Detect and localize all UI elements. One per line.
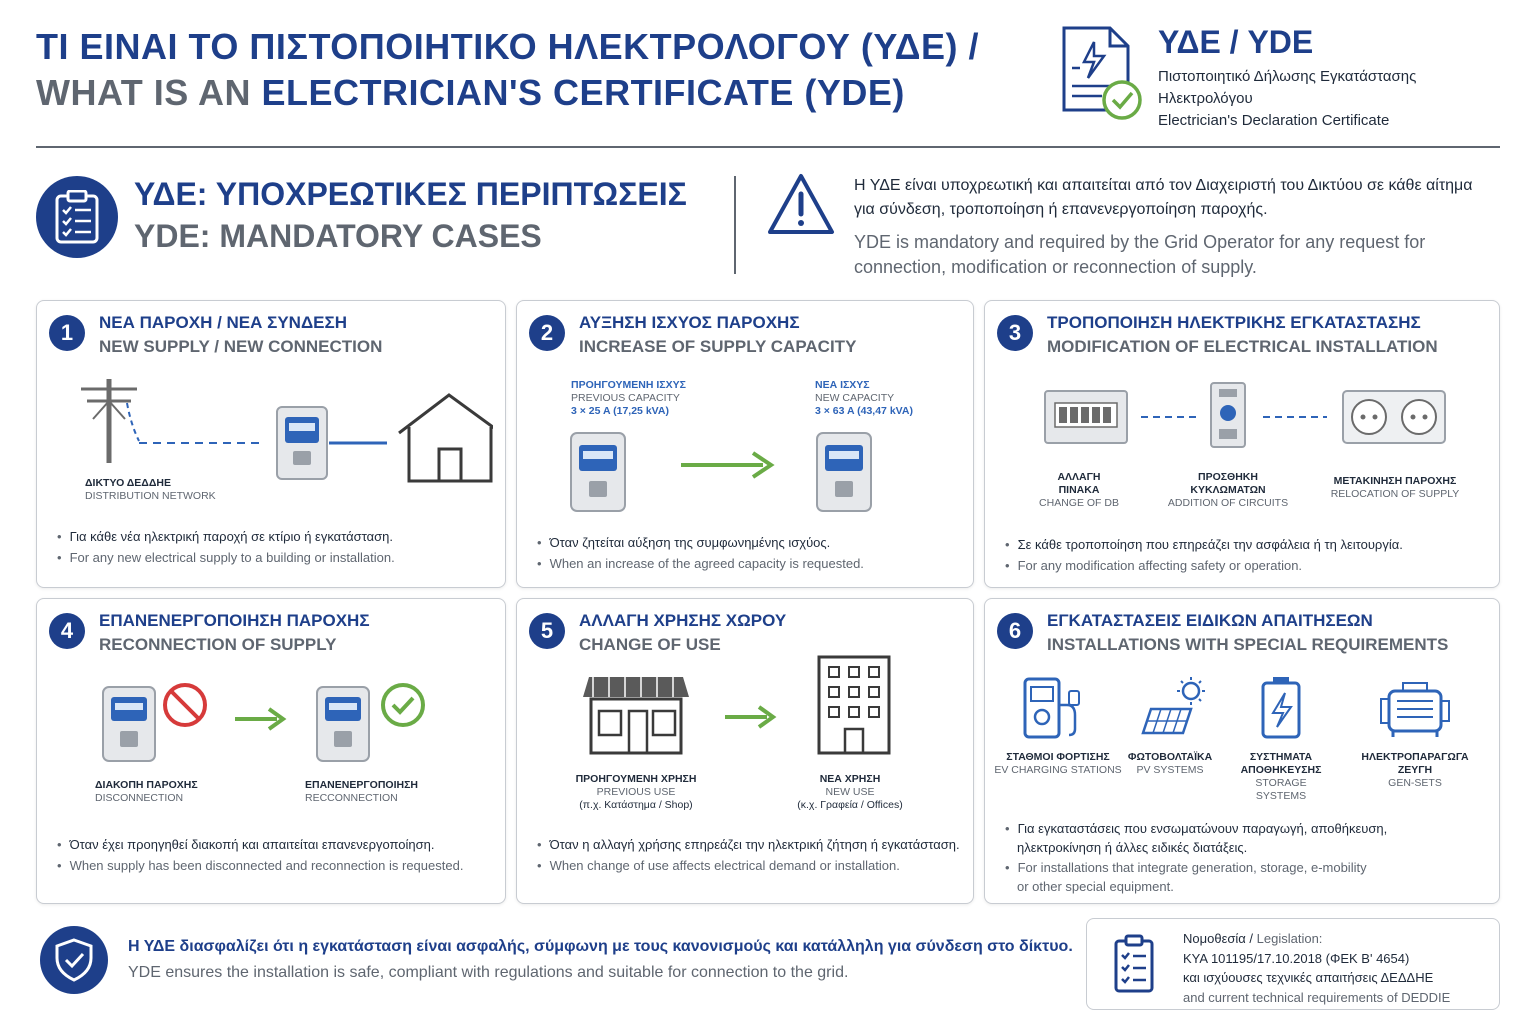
card-number: 2: [529, 315, 565, 351]
label-gen-sets: ΗΛΕΚΤΡΟΠΑΡΑΓΩΓΑ ΖΕΥΓΗ GEN-SETS: [1361, 751, 1469, 789]
card-number: 6: [997, 613, 1033, 649]
label-change-of-db: ΑΛΛΑΓΗ ΠΙΝΑΚΑ CHANGE OF DB: [1039, 471, 1119, 509]
card-title-english: RECONNECTION OF SUPPLY: [99, 635, 337, 654]
footer-statement-english: YDE ensures the installation is safe, compliant with regulations and suitable for connection to the grid.: [128, 964, 849, 981]
check-circle-icon: [383, 685, 423, 725]
new-supply-illustration: [73, 375, 493, 485]
title-greek: ΤΙ ΕΙΝΑΙ ΤΟ ΠΙΣΤΟΠΟΙΗΤΙΚΟ ΗΛΕΚΤΡΟΛΟΓΟΥ (ΥΔΕ) /: [36, 26, 980, 67]
header-divider: [36, 146, 1500, 148]
new-meter-icon: [817, 433, 871, 511]
reconnection-illustration: [97, 679, 437, 767]
card-bullets: • Όταν έχει προηγηθεί διακοπή και απαιτείται επανενεργοποίηση. • When supply has been disconnected and reconnection is requested.: [57, 835, 495, 876]
page-title: [36, 26, 1016, 118]
legislation-line-3: and current technical requirements of DEDDIE: [1183, 989, 1451, 1005]
prohibited-icon: [165, 685, 205, 725]
note-english: YDE is mandatory and required by the Grid Operator for any request for connection, modification or reconnection of supply.: [854, 232, 1426, 277]
title-english-prefix: WHAT IS AN: [36, 72, 262, 113]
shield-check-icon: [40, 926, 108, 994]
change-of-use-illustration: [583, 653, 903, 757]
label-reconnection: ΕΠΑΝΕΝΕΡΓΟΠΟΙΗΣΗ RECCONNECTION: [305, 779, 418, 804]
circuit-breaker-icon: [1211, 383, 1245, 447]
legislation-line-1: ΚΥΑ 101195/17.10.2018 (ΦΕΚ Β' 4654): [1183, 950, 1410, 966]
certificate-subtitle: [1158, 66, 1508, 132]
disconnected-meter-icon: [103, 687, 155, 761]
card-change-of-use: [516, 598, 974, 904]
label-new-capacity: ΝΕΑ ΙΣΧΥΣ NEW CAPACITY 3 × 63 A (43,47 kVA): [815, 379, 913, 417]
card-title-greek: ΑΛΛΑΓΗ ΧΡΗΣΗΣ ΧΩΡΟΥ: [579, 611, 787, 630]
label-previous-capacity: ΠΡΟΗΓΟΥΜΕΝΗ ΙΣΧΥΣ PREVIOUS CAPACITY 3 × 25 A (17,25 kVA): [571, 379, 686, 417]
old-meter-icon: [571, 433, 625, 511]
section-note: [854, 174, 1494, 280]
section-divider: [734, 176, 736, 274]
card-title-greek: ΑΥΞΗΣΗ ΙΣΧΥΟΣ ΠΑΡΟΧΗΣ: [579, 313, 800, 332]
card-bullets: • Όταν η αλλαγή χρήσης επηρεάζει την ηλεκτρική ζήτηση ή εγκατάσταση. • When change of use affects electrical demand or installation.: [537, 835, 963, 876]
label-distribution-network: ΔΙΚΤΥΟ ΔΕΔΔΗΕ DISTRIBUTION NETWORK: [85, 477, 216, 502]
legislation-text: [1183, 929, 1450, 1007]
footer-statement-greek: Η ΥΔΕ διασφαλίζει ότι η εγκατάσταση είναι ασφαλής, σύμφωνη με τους κανονισμούς και κατάλληλη για σύνδεση στο δίκτυο.: [128, 938, 1073, 955]
card-number: 1: [49, 315, 85, 351]
card-modification: [984, 300, 1500, 588]
card-new-supply: [36, 300, 506, 588]
section-title-english: YDE: MANDATORY CASES: [134, 218, 542, 254]
section-title-greek: ΥΔΕ: ΥΠΟΧΡΕΩΤΙΚΕΣ ΠΕΡΙΠΤΩΣΕΙΣ: [134, 176, 687, 212]
certificate-subtitle-gr-2: Ηλεκτρολόγου: [1158, 90, 1253, 107]
capacity-illustration: [567, 429, 937, 515]
card-reconnection: [36, 598, 506, 904]
distribution-board-icon: [1045, 391, 1127, 443]
arrow-right-icon: [725, 707, 773, 727]
card-title-greek: ΕΠΑΝΕΝΕΡΓΟΠΟΙΗΣΗ ΠΑΡΟΧΗΣ: [99, 611, 370, 630]
card-bullets: • Για εγκαταστάσεις που ενσωματώνουν παραγωγή, αποθήκευση, ηλεκτροκίνηση ή άλλες ειδικές διατάξεις. • For installations that integrate generation, storage, e-mobility or other special equipment.: [1005, 819, 1489, 896]
card-title-english: CHANGE OF USE: [579, 635, 721, 654]
card-title-english: INCREASE OF SUPPLY CAPACITY: [579, 337, 857, 356]
card-title-greek: ΤΡΟΠΟΠΟΙΗΣΗ ΗΛΕΚΤΡΙΚΗΣ ΕΓΚΑΤΑΣΤΑΣΗΣ: [1047, 313, 1421, 332]
modification-illustration: [1041, 381, 1451, 451]
label-new-use: ΝΕΑ ΧΡΗΣΗ NEW USE (κ.χ. Γραφεία / Offices): [797, 773, 903, 811]
clipboard-checklist-icon: [36, 176, 118, 258]
card-title-english: NEW SUPPLY / NEW CONNECTION: [99, 337, 383, 356]
card-title-english: INSTALLATIONS WITH SPECIAL REQUIREMENTS: [1047, 635, 1449, 654]
arrow-right-icon: [681, 453, 771, 477]
title-english-highlight: ELECTRICIAN'S CERTIFICATE (YDE): [261, 72, 905, 113]
card-title-greek: ΕΓΚΑΤΑΣΤΑΣΕΙΣ ΕΙΔΙΚΩΝ ΑΠΑΙΤΗΣΕΩΝ: [1047, 611, 1373, 630]
certificate-icon: [1058, 24, 1148, 124]
card-increase-capacity: [516, 300, 974, 588]
special-installations-illustration: [1015, 675, 1475, 745]
clipboard-icon: [1113, 933, 1155, 995]
ev-charger-icon: [1025, 679, 1079, 737]
label-storage-systems: ΣΥΣΤΗΜΑΤΑ ΑΠΟΘΗΚΕΥΣΗΣ STORAGE SYSTEMS: [1240, 751, 1322, 802]
card-title-english: MODIFICATION OF ELECTRICAL INSTALLATION: [1047, 337, 1438, 356]
power-socket-icon: [1343, 391, 1445, 443]
legislation-label: Νομοθεσία / Legislation:: [1183, 931, 1323, 946]
reconnected-meter-icon: [317, 687, 369, 761]
card-title-greek: ΝΕΑ ΠΑΡΟΧΗ / ΝΕΑ ΣΥΝΔΕΣΗ: [99, 313, 347, 332]
solar-panel-icon: [1143, 677, 1205, 733]
certificate-box: [1158, 22, 1508, 132]
generator-icon: [1381, 683, 1449, 737]
label-addition-of-circuits: ΠΡΟΣΘΗΚΗ ΚΥΚΛΩΜΑΤΩΝ ADDITION OF CIRCUITS: [1167, 471, 1289, 509]
card-number: 3: [997, 315, 1033, 351]
note-greek: Η ΥΔΕ είναι υποχρεωτική και απαιτείται από τον Διαχειριστή του Δικτύου σε κάθε αίτημα για σύνδεση, τροποποίηση ή επανενεργοποίηση παροχής.: [854, 177, 1473, 218]
shop-icon: [583, 677, 689, 753]
utility-pole-icon: [81, 379, 139, 463]
card-special-installations: [984, 598, 1500, 904]
label-previous-use: ΠΡΟΗΓΟΥΜΕΝΗ ΧΡΗΣΗ PREVIOUS USE (π.χ. Κατάστημα / Shop): [575, 773, 697, 811]
card-number: 5: [529, 613, 565, 649]
card-bullets: • Για κάθε νέα ηλεκτρική παροχή σε κτίριο ή εγκατάσταση. • For any new electrical supply to a building or installation.: [57, 527, 495, 568]
title-english: [36, 68, 1016, 118]
label-relocation-of-supply: ΜΕΤΑΚΙΝΗΣΗ ΠΑΡΟΧΗΣ RELOCATION OF SUPPLY: [1330, 475, 1460, 500]
card-number: 4: [49, 613, 85, 649]
certificate-title: ΥΔΕ / YDE: [1158, 24, 1314, 60]
electric-meter-icon: [277, 407, 327, 479]
office-building-icon: [819, 657, 889, 753]
warning-icon: [766, 172, 836, 236]
certificate-subtitle-en: Electrician's Declaration Certificate: [1158, 112, 1390, 129]
label-ev-charging: ΣΤΑΘΜΟΙ ΦΟΡΤΙΣΗΣ EV CHARGING STATIONS: [994, 751, 1122, 776]
house-icon: [399, 395, 493, 481]
label-disconnection: ΔΙΑΚΟΠΗ ΠΑΡΟΧΗΣ DISCONNECTION: [95, 779, 198, 804]
label-pv-systems: ΦΩΤΟΒΟΛΤΑΪΚΑ PV SYSTEMS: [1127, 751, 1213, 776]
certificate-subtitle-gr-1: Πιστοποιητικό Δήλωσης Εγκατάστασης: [1158, 68, 1417, 85]
battery-icon: [1263, 677, 1299, 737]
legislation-line-2: και ισχύουσες τεχνικές απαιτήσεις ΔΕΔΔΗΕ: [1183, 970, 1434, 985]
card-bullets: • Σε κάθε τροποποίηση που επηρεάζει την ασφάλεια ή τη λειτουργία. • For any modification affecting safety or operation.: [1005, 535, 1489, 576]
card-bullets: • Όταν ζητείται αύξηση της συμφωνημένης ισχύος. • When an increase of the agreed capacity is requested.: [537, 533, 963, 574]
legislation-box: [1086, 918, 1500, 1010]
arrow-right-icon: [235, 709, 283, 729]
